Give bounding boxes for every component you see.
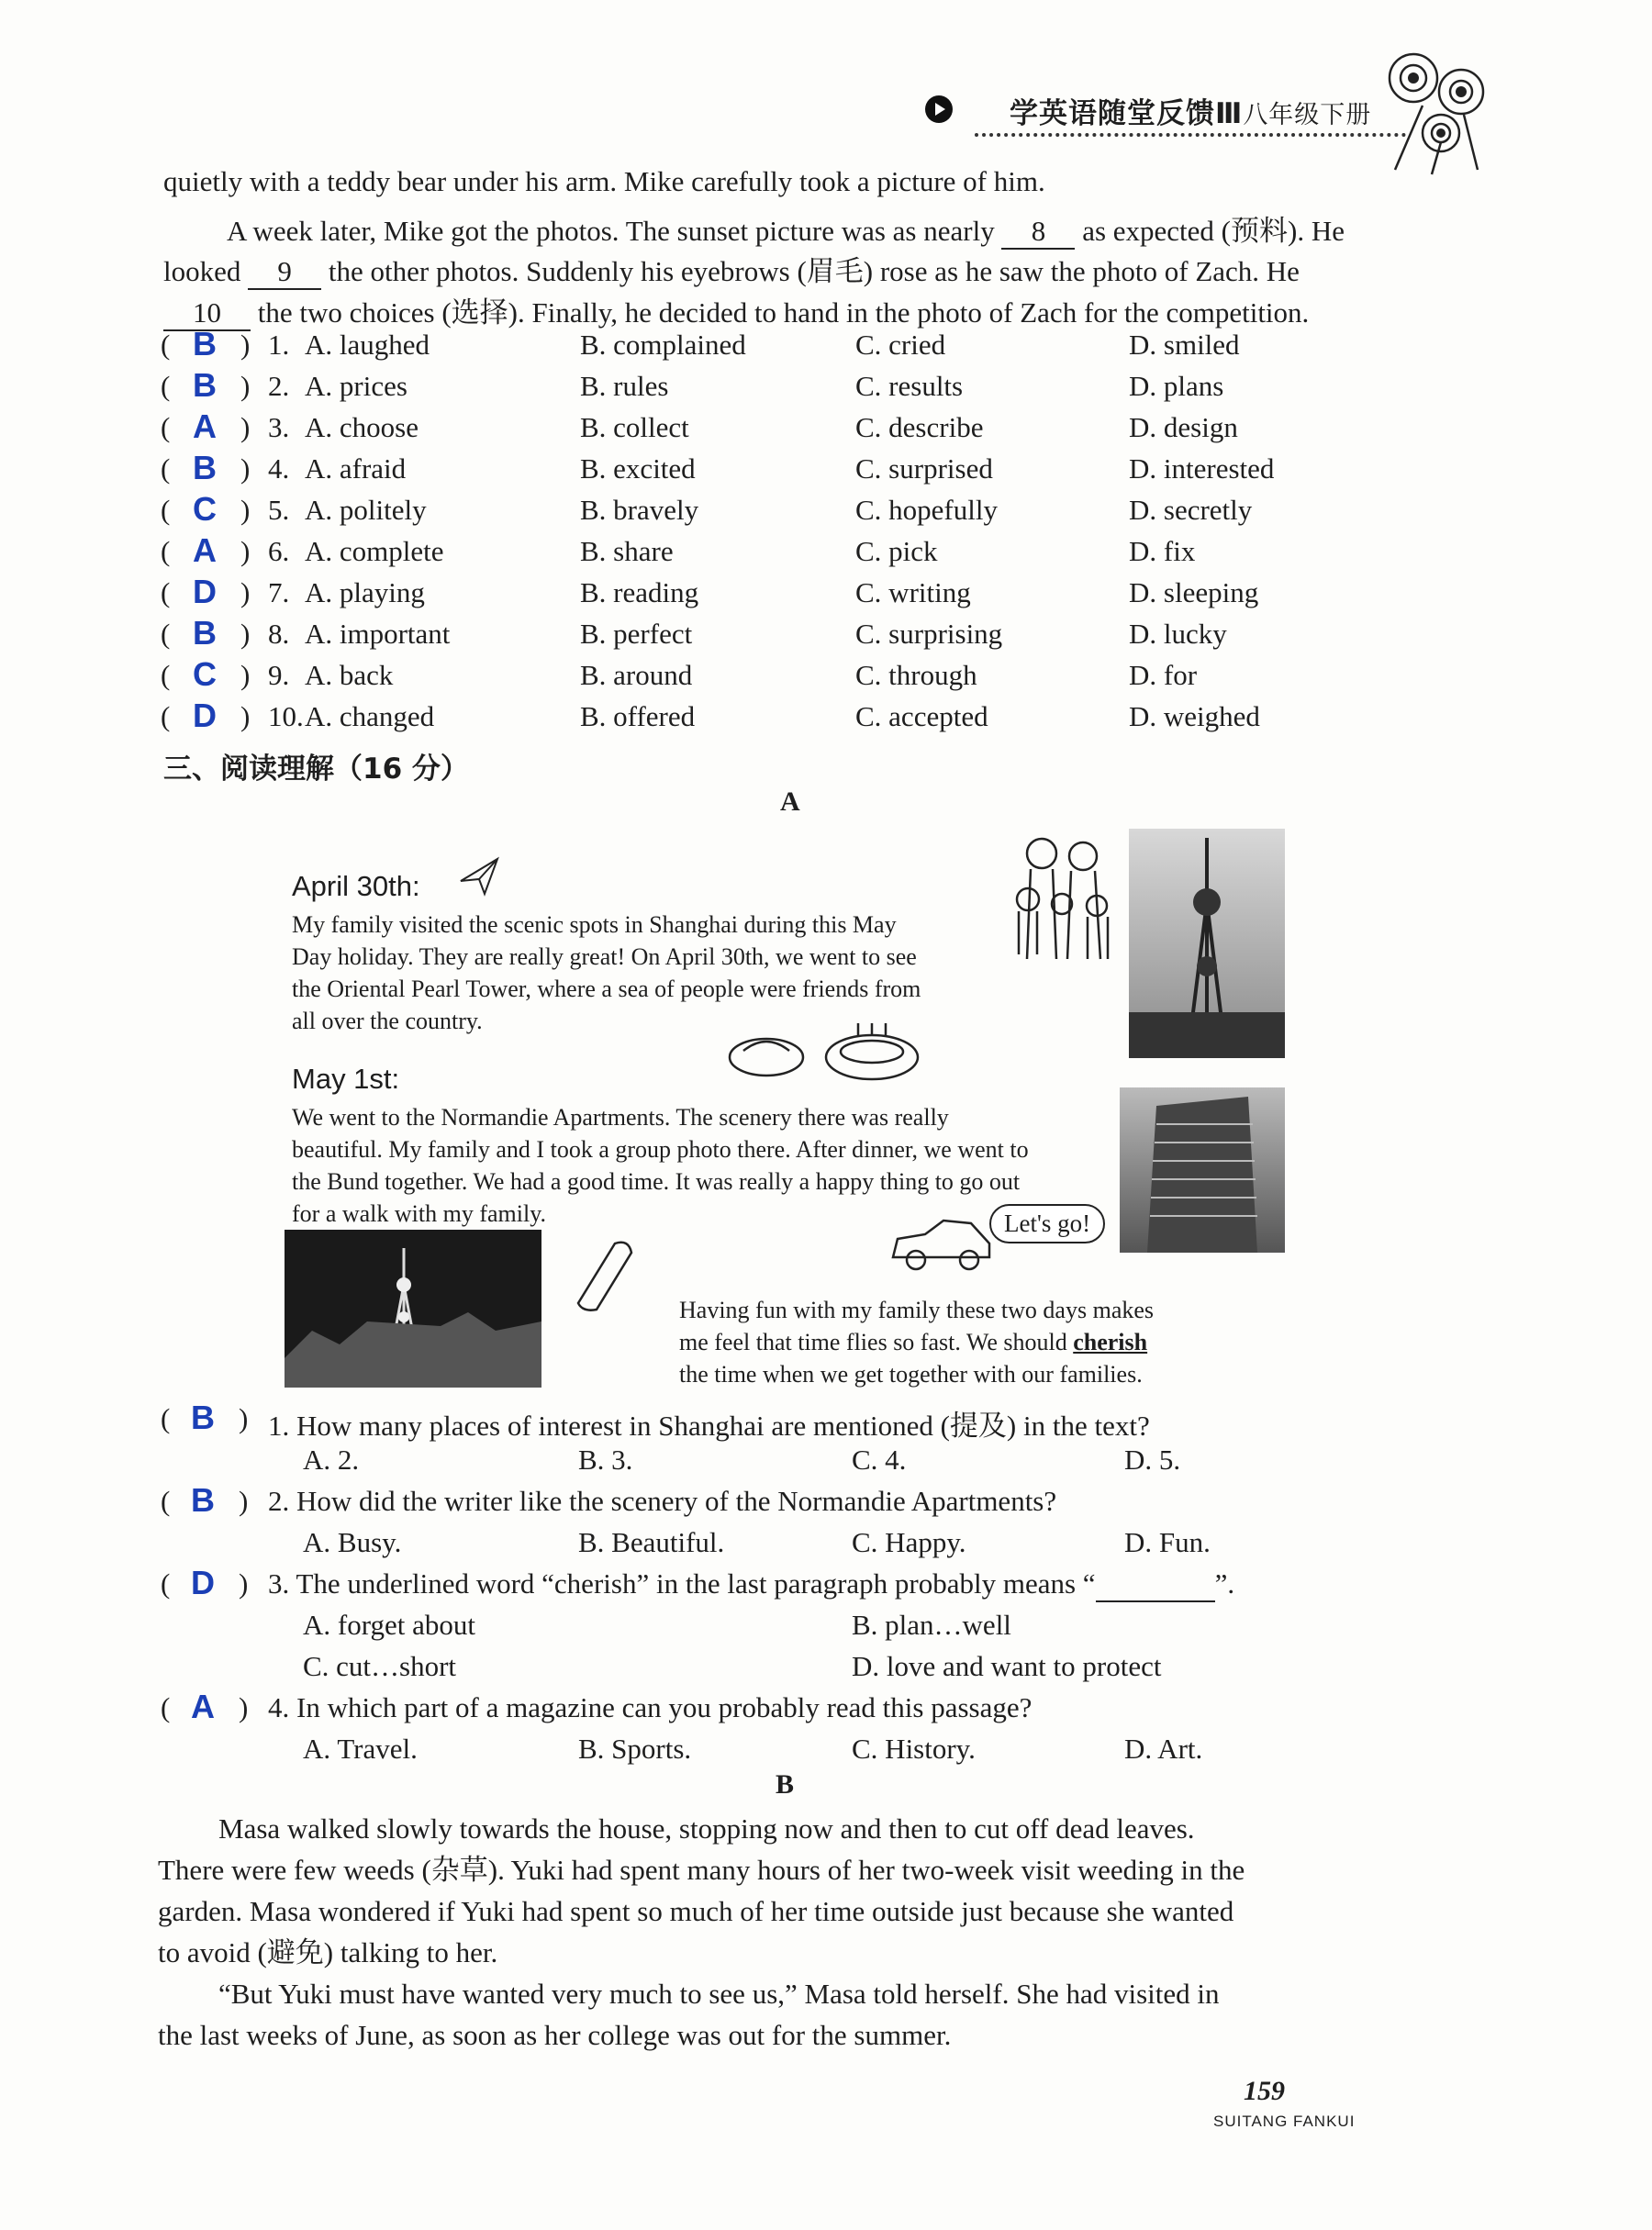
car-illustration — [888, 1216, 994, 1276]
part-a-heading: A — [780, 786, 800, 817]
paren-open: ( — [161, 452, 171, 485]
answer-blank — [1096, 1567, 1215, 1602]
option-b: B. plan…well — [852, 1609, 1011, 1641]
answer-mark: B — [193, 325, 217, 362]
option-num: 3. — [268, 411, 290, 443]
option-c: C. pick — [855, 535, 938, 567]
paren-close: ) — [240, 700, 251, 732]
option-b: B. Sports. — [578, 1733, 692, 1765]
answer-mark: A — [191, 1688, 215, 1725]
question-text: 4. In which part of a magazine can you probably read this passage? — [268, 1691, 1032, 1723]
option-d: D. smiled — [1129, 329, 1240, 361]
paren-open: ( — [161, 1567, 171, 1600]
option-a: A. changed — [305, 700, 435, 732]
question-text: 2. How did the writer like the scenery of the Normandie Apartments? — [268, 1485, 1057, 1517]
option-a: A. playing — [305, 576, 425, 608]
option-c: C. hopefully — [855, 494, 998, 526]
option-d: D. design — [1129, 411, 1238, 443]
paren-open: ( — [161, 1485, 171, 1517]
paper-plane-icon — [457, 853, 503, 899]
header-divider — [975, 133, 1406, 137]
option-num: 4. — [268, 452, 290, 485]
option-a: A. politely — [305, 494, 427, 526]
answer-mark: B — [191, 1481, 215, 1519]
option-c: C. cried — [855, 329, 946, 361]
option-num: 6. — [268, 535, 290, 567]
paren-close: ) — [240, 659, 251, 691]
option-b: B. bravely — [580, 494, 699, 526]
option-num: 10. — [268, 700, 304, 732]
paren-open: ( — [161, 535, 171, 567]
option-c: C. surprising — [855, 618, 1003, 650]
option-num: 9. — [268, 659, 290, 691]
option-b: B. perfect — [580, 618, 693, 650]
option-a: A. Travel. — [303, 1733, 418, 1765]
option-num: 8. — [268, 618, 290, 650]
blank-10: 10 — [163, 296, 251, 331]
option-b: B. 3. — [578, 1444, 633, 1476]
option-a: A. prices — [305, 370, 407, 402]
paren-close: ) — [239, 1567, 249, 1600]
food-illustration — [725, 1019, 922, 1083]
option-a: A. complete — [305, 535, 444, 567]
option-b: B. reading — [580, 576, 699, 608]
option-d: D. plans — [1129, 370, 1224, 402]
option-b: B. Beautiful. — [578, 1526, 725, 1558]
blank-9: 9 — [248, 255, 321, 290]
option-d: D. lucky — [1129, 618, 1227, 650]
part-b-heading: B — [776, 1769, 795, 1800]
paren-open: ( — [161, 494, 171, 526]
answer-mark: D — [191, 1564, 215, 1601]
family-illustration — [1005, 831, 1120, 968]
paragraph-may: We went to the Normandie Apartments. The scenery there was really beautiful. My family and I took a group photo there. After dinner, we went to the Bund together. We had a good time. It was really a happy thing to go out for a walk with my family. — [292, 1104, 1029, 1227]
option-d: D. for — [1129, 659, 1198, 691]
option-num: 1. — [268, 329, 290, 361]
question-text: 1. How many places of interest in Shanghai are mentioned (提及) in the text? — [268, 1410, 1150, 1442]
option-d: D. 5. — [1124, 1444, 1181, 1476]
option-d: D. Art. — [1124, 1733, 1203, 1765]
option-b: B. around — [580, 659, 693, 691]
option-b: B. excited — [580, 452, 696, 485]
option-a: A. Busy. — [303, 1526, 402, 1558]
option-b: B. share — [580, 535, 674, 567]
lets-go-bubble: Let's go! — [989, 1204, 1105, 1243]
cloze-line-2: A week later, Mike got the photos. The sunset picture was as nearly 8 as expected (预料). He — [227, 207, 1345, 250]
paren-close: ) — [240, 494, 251, 526]
paren-close: ) — [240, 370, 251, 402]
option-d: D. fix — [1129, 535, 1196, 567]
paren-open: ( — [161, 700, 171, 732]
paragraph-closing: Having fun with my family these two days makes me feel that time flies so fast. We should cherish the time when we get together with our families. — [679, 1297, 1155, 1388]
answer-mark: D — [193, 573, 217, 610]
paren-close: ) — [240, 576, 251, 608]
option-num: 2. — [268, 370, 290, 402]
question-text: 3. The underlined word “cherish” in the last paragraph probably means “ ”. — [268, 1567, 1234, 1602]
paren-open: ( — [161, 411, 171, 443]
option-c: C. cut…short — [303, 1650, 457, 1682]
option-b: B. rules — [580, 370, 669, 402]
option-d: D. love and want to protect — [852, 1650, 1162, 1682]
paren-close: ) — [240, 329, 251, 361]
option-a: A. important — [305, 618, 451, 650]
paragraph-april: My family visited the scenic spots in Shanghai during this May Day holiday. They are really great! On April 30th, we went to see the Oriental Pearl Tower, where a sea of people were friends from all over the country. — [292, 911, 921, 1034]
option-b: B. collect — [580, 411, 689, 443]
option-c: C. History. — [852, 1733, 976, 1765]
page-number: 159 — [1244, 2076, 1285, 2106]
paren-open: ( — [161, 1402, 171, 1434]
option-a: A. laughed — [305, 329, 430, 361]
book-title: 学英语随堂反馈Ⅲ八年级下册 — [1010, 97, 1372, 130]
paren-open: ( — [161, 576, 171, 608]
option-b: B. complained — [580, 329, 746, 361]
paren-close: ) — [240, 618, 251, 650]
answer-mark: B — [191, 1399, 215, 1436]
flower-decoration-icon — [1377, 41, 1505, 179]
paren-open: ( — [161, 659, 171, 691]
option-a: A. 2. — [303, 1444, 360, 1476]
option-c: C. writing — [855, 576, 971, 608]
option-d: D. weighed — [1129, 700, 1260, 732]
wrap-food-icon — [569, 1234, 638, 1312]
paren-close: ) — [240, 535, 251, 567]
option-a: A. choose — [305, 411, 419, 443]
blank-8: 8 — [1001, 215, 1075, 250]
paren-open: ( — [161, 329, 171, 361]
passage-b: Masa walked slowly towards the house, stopping now and then to cut off dead leaves. There were few weeds (杂草). Yuki had spent many hours of her two-week visit weeding in the garden. Masa wondered if Yuki had spent so much of her time outside just because she wanted to avoid (避免) talking to her. “But Yuki must have wanted very much to see us,” Masa told herself. She had visited in the last weeks of June, as soon as her college was out for the summer. — [158, 1812, 1245, 2051]
bund-night-photo — [285, 1230, 541, 1388]
answer-mark: A — [193, 407, 217, 445]
option-d: D. secretly — [1129, 494, 1253, 526]
play-icon — [925, 95, 953, 123]
answer-mark: C — [193, 490, 217, 528]
answer-mark: A — [193, 531, 217, 569]
option-b: B. offered — [580, 700, 696, 732]
paren-close: ) — [239, 1485, 249, 1517]
option-c: C. results — [855, 370, 964, 402]
option-c: C. 4. — [852, 1444, 907, 1476]
option-d: D. Fun. — [1124, 1526, 1211, 1558]
option-c: C. surprised — [855, 452, 993, 485]
answer-mark: C — [193, 655, 217, 693]
option-a: A. back — [305, 659, 394, 691]
cloze-line-3: looked 9 the other photos. Suddenly his eyebrows (眉毛) rose as he saw the photo of Zach. He — [163, 248, 1300, 290]
answer-mark: B — [193, 614, 217, 652]
cloze-line-4: 10 the two choices (选择). Finally, he decided to hand in the photo of Zach for the competition. — [163, 289, 1309, 331]
cherish-underlined: cherish — [1073, 1329, 1148, 1355]
option-c: C. Happy. — [852, 1526, 966, 1558]
section-title: 三、阅读理解（16 分） — [163, 753, 469, 786]
oriental-pearl-tower-photo — [1129, 829, 1285, 1058]
option-c: C. through — [855, 659, 977, 691]
option-num: 5. — [268, 494, 290, 526]
paren-open: ( — [161, 1691, 171, 1723]
option-a: A. forget about — [303, 1609, 475, 1641]
paren-open: ( — [161, 370, 171, 402]
option-c: C. describe — [855, 411, 984, 443]
paren-close: ) — [239, 1402, 249, 1434]
option-num: 7. — [268, 576, 290, 608]
answer-mark: B — [193, 449, 217, 486]
paren-close: ) — [240, 452, 251, 485]
answer-mark: D — [193, 697, 217, 734]
cloze-line-1: quietly with a teddy bear under his arm. Mike carefully took a picture of him. — [163, 165, 1045, 197]
option-d: D. sleeping — [1129, 576, 1259, 608]
paren-close: ) — [239, 1691, 249, 1723]
date-may-1: May 1st: — [292, 1063, 400, 1095]
option-a: A. afraid — [305, 452, 407, 485]
option-c: C. accepted — [855, 700, 988, 732]
paren-close: ) — [240, 411, 251, 443]
date-april-30: April 30th: — [292, 870, 420, 902]
answer-mark: B — [193, 366, 217, 404]
option-d: D. interested — [1129, 452, 1275, 485]
paren-open: ( — [161, 618, 171, 650]
footer-brand: SUITANG FANKUI — [1213, 2113, 1356, 2130]
normandie-apartments-photo — [1120, 1087, 1285, 1253]
